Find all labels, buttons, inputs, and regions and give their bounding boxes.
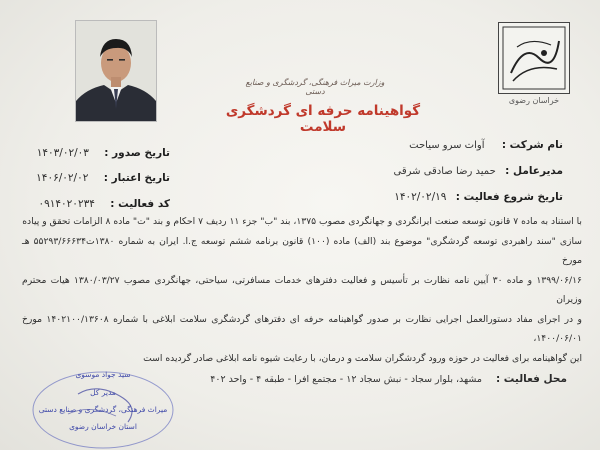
- body-line: سازی "سند راهبردی توسعه گردشگری" موضوع بند (الف) ماده (۱۰۰) قانون برنامه ششم توسعه ج.ا. ایران به شماره ۱۳۸۰ت۵۵۲۹۳/۶۶۶۳۴ هـ مورخ: [22, 235, 582, 266]
- start-date-label: تاریخ شروع فعالیت :: [455, 191, 563, 203]
- emblem-caption: خراسان رضوی: [508, 96, 560, 105]
- activity-code-value: ۰۹۱۴۰۲۰۲۳۴: [38, 198, 95, 210]
- certificate-body: [22, 212, 582, 368]
- start-date-value: ۱۴۰۲/۰۲/۱۹: [394, 191, 447, 203]
- stamp-province: استان خراسان رضوی: [69, 422, 137, 431]
- body-line: و در اجرای مفاد دستورالعمل اجرایی نظارت بر صدور گواهینامه حرفه ای دفترهای گردشگری سلامت ابلاغی با شماره ۱۴۰۲۱۰۰/۱۳۶۰۸ مورخ ۱۴۰۰/۰۶/۰۱،: [22, 313, 582, 344]
- certificate-title: گواهینامه حرفه ای گردشگری سلامت: [225, 103, 421, 135]
- body-line: ۱۳۹۹/۰۶/۱۶ و ماده ۳۰ آیین نامه نظارت بر تأسیس و فعالیت دفترهای خدمات مسافرتی، سیاحتی، جهانگردی مصوب ۱۳۸۰/۰۳/۲۷ هیات محترم وزیران: [22, 274, 582, 305]
- body-line: این گواهینامه برای فعالیت در حوزه ورود گردشگران سلامت و درمان، با رعایت شیوه نامه ابلاغی صادر گردیده است: [143, 352, 582, 364]
- ministry-emblem-icon: [498, 22, 570, 94]
- official-stamp: [28, 364, 178, 450]
- issue-date-label: تاریخ صدور :: [104, 147, 170, 159]
- validity-date-label: تاریخ اعتبار :: [103, 172, 170, 184]
- manager-value: حمید رضا صادقی شرقی: [393, 166, 496, 177]
- issue-date-value: ۱۴۰۳/۰۲/۰۳: [36, 147, 89, 159]
- activity-code-label: کد فعالیت :: [110, 198, 170, 210]
- start-date-row: [394, 191, 563, 203]
- ministry-signature-line: وزارت میراث فرهنگی، گردشگری و صنایع دستی: [245, 78, 385, 96]
- validity-date-value: ۱۴۰۶/۰۲/۰۲: [36, 172, 89, 184]
- validity-date-row: [36, 172, 170, 184]
- manager-label: مدیرعامل :: [505, 165, 563, 177]
- address-label: محل فعالیت :: [495, 373, 567, 385]
- body-line: با استناد به ماده ۷ قانون توسعه صنعت ایرانگردی و جهانگردی مصوب ۱۳۷۵، بند "ب" جزء ۱۱ ردیف ۷ احکام و بند "ت" ماده ۸ الزامات تحقق و پیاده: [22, 216, 582, 227]
- portrait-photo: [75, 20, 157, 122]
- company-row: [409, 139, 563, 151]
- stamp-name: سید جواد موسوی: [75, 370, 131, 379]
- manager-row: [394, 165, 564, 177]
- company-label: نام شرکت :: [501, 139, 563, 151]
- address-value: مشهد، بلوار سجاد - نبش سجاد ۱۲ - مجتمع افرا - طبقه ۴ - واحد ۴۰۲: [210, 374, 482, 385]
- stamp-org: میراث فرهنگی، گردشگری و صنایع دستی: [38, 405, 168, 414]
- stamp-title: مدیر کل: [90, 388, 116, 397]
- activity-code-row: [38, 198, 170, 210]
- company-value: آوات سرو سیاحت: [409, 140, 485, 151]
- issue-date-row: [37, 147, 170, 159]
